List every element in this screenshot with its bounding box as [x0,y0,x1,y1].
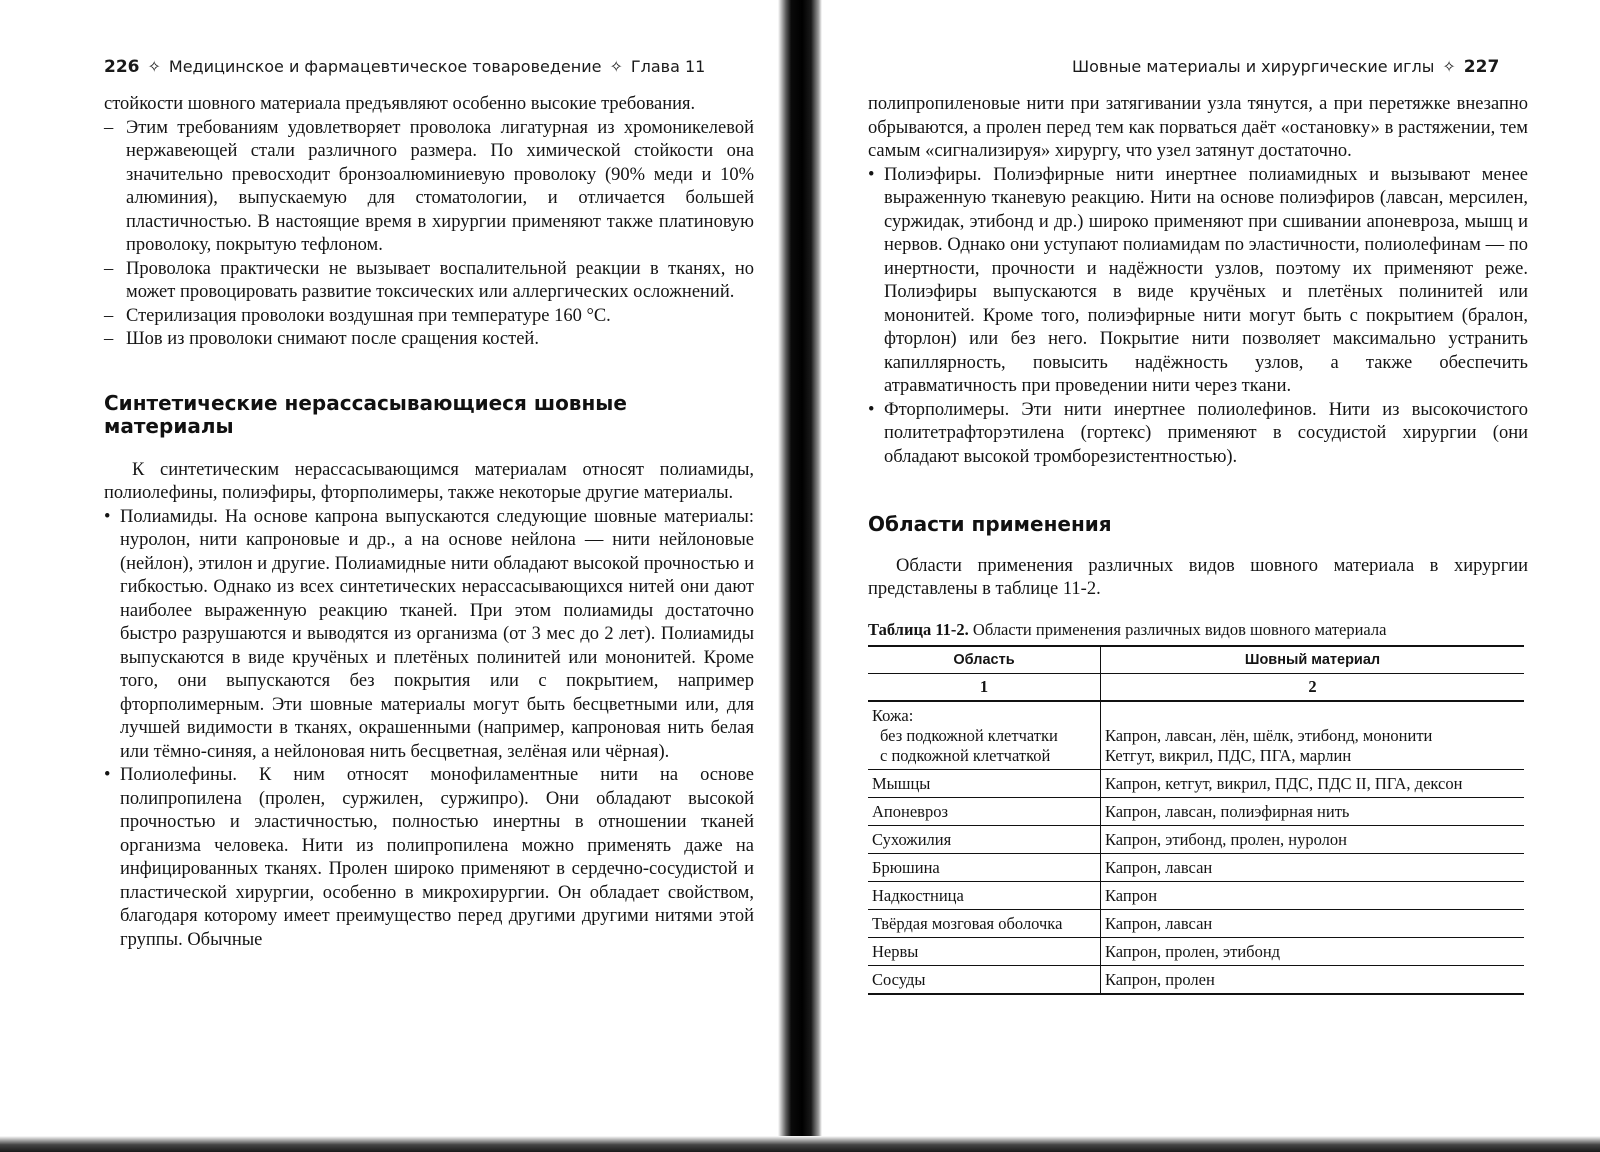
dash-icon: – [104,329,114,349]
bullet-list-item: • Полиолефины. К ним относят монофиламентные нити на основе полипропилена (пролен, суржилен, суржипро). Они обладают высокой прочностью и эластичностью, полностью инертны в отношении тканей организма человека. Нити из полипропилена можно применять даже на инфицированных тканях. Пролен широко применяют в сердечно-сосудистой и пластической хирургии, особенно в микрохирургии. Он обладает свойством, благодаря которому имеет преимущество перед другими другими нитями этой группы. Обычные [104,765,754,950]
suture-application-table [868,645,1524,995]
table-cell-area: Брюшина [868,854,1101,882]
running-header-right [1072,57,1499,77]
table-caption [868,618,1528,642]
table-row [868,910,1524,938]
table-header-material: Шовный материал [1101,646,1525,674]
table-cell-material: Капрон, пролен, этибонд [1101,938,1525,966]
table-cell-material: Капрон, лавсан [1101,910,1525,938]
chapter-label: Глава 11 [630,57,706,76]
table-caption-label: Таблица 11-2. [868,619,969,639]
dash-list-item: – Шов из проволоки снимают после сращения костей. [104,328,754,352]
table-header-area: Область [868,646,1101,674]
left-text-column [104,93,754,952]
table-row [868,826,1524,854]
table-row [868,966,1524,995]
table-cell-area: Сосуды [868,966,1101,995]
bullet-icon: • [868,399,875,420]
paragraph: стойкости шовного материала предъявляют особенно высокие требования. [104,94,696,114]
table-row [868,701,1524,770]
table-cell-area: Надкостница [868,882,1101,910]
dash-icon: – [104,305,114,326]
chapter-title: Шовные материалы и хирургические иглы [1072,57,1435,76]
table-cell-material: Капрон, этибонд, пролен, нуролон [1101,826,1525,854]
table-row [868,770,1524,798]
right-text-column [868,93,1528,995]
paragraph: полипропиленовые нити при затягивании узла тянутся, а при перетяжке внезапно обрываются, а пролен перед тем как порваться даёт «остановку» в растяжении, тем самым «сигнализируя» хирургу, что узел затянут достаточно. [868,94,1528,161]
dash-icon: – [104,258,114,279]
section-heading: Области применения [868,512,1112,536]
table-cell-area: Мышцы [868,770,1101,798]
paragraph: К синтетическим нерассасывающимся материалам относят полиамиды, полиолефины, полиэфиры, фторполимеры, также некоторые другие материалы. [104,459,754,503]
page-number: 226 [104,57,140,77]
paragraph: Области применения различных видов шовного материала в хирургии представлены в таблице 11-2. [868,555,1528,599]
table-row [868,798,1524,826]
table-cell-material: Капрон [1101,882,1525,910]
section-heading: Синтетические нерассасывающиеся шовные материалы [104,390,627,438]
table-caption-text: Области применения различных видов шовного материала [972,619,1387,639]
table-cell-area: Нервы [868,938,1101,966]
table-cell-material: Капрон, лавсан, лён, шёлк, этибонд, мононити Кетгут, викрил, ПДС, ПГА, марлин [1101,701,1525,770]
diamond-icon: ✧ [609,57,623,76]
table-cell-material: Капрон, лавсан [1101,854,1525,882]
bullet-list-item: • Фторполимеры. Эти нити инертнее полиолефинов. Нити из высокочистого политетрафторэтилена (гортекс) применяют в сосудистой хирургии (они обладают высокой тромборезистентностью). [868,399,1528,467]
dash-list-item: – Проволока практически не вызывает воспалительной реакции в тканях, но может провоцировать развитие токсических или аллергических осложнений. [104,258,754,302]
table-cell-material: Капрон, кетгут, викрил, ПДС, ПДС II, ПГА, дексон [1101,770,1525,798]
table-cell-area: Апоневроз [868,798,1101,826]
running-header-left [104,57,705,77]
table-cell-area: Твёрдая мозговая оболочка [868,910,1101,938]
page-number: 227 [1463,57,1500,77]
table-row [868,854,1524,882]
table-row [868,938,1524,966]
dash-list-item: – Стерилизация проволоки воздушная при температуре 160 °С. [104,305,754,329]
table-cell-material: Капрон, пролен [1101,966,1525,995]
bullet-list-item: • Полиэфиры. Полиэфирные нити инертнее полиамидных и вызывают менее выраженную тканевую реакцию. Нити на основе полиэфиров (лавсан, мерсилен, суржидак, этибонд и др.) широко применяют при сшивании апоневроза, мышц и нервов. Однако они уступают полиамидам по эластичности, полиолефинам — по инертности, прочности и надёжности узлов, поэтому их применяют реже. Полиэфиры выпускаются в виде кручёных и плетёных полинитей или мононитей. Кроме того, полиэфирные нити могут быть с покрытием (бралон, фторлон) или без него. Покрытие нити позволяет максимально устранить капиллярность, повысить надёжность узлов, а также обеспечить атравматичность при проведении нити через ткани. [868,164,1528,396]
bullet-icon: • [104,765,111,785]
bullet-list-item: • Полиамиды. На основе капрона выпускаются следующие шовные материалы: нуролон, нити капроновые и др., а на основе нейлона — нити нейлоновые (нейлон), этилон и другие. Полиамидные нити обладают высокой прочностью и гибкостью. Однако из всех синтетических нерассасывающихся нитей они дают наиболее выраженную реакцию тканей. При этом полиамиды достаточно быстро разрушаются и выводятся из организма (от 3 мес до 2 лет). Полиамиды выпускаются в виде кручёных и плетёных полинитей или мононитей. Кроме того, они выпускаются без покрытия или с покрытием, например фторполимерным. Эти шовные материалы могут быть бесцветными или, для лучшей видимости в тканях, окрашенными (например, капроновая нить белая или тёмно-синяя, а нейлоновая нить бесцветная, зелёная или чёрная). [104,506,754,762]
book-gutter [778,0,822,1152]
table-cell-material: Капрон, лавсан, полиэфирная нить [1101,798,1525,826]
dash-icon: – [104,117,114,138]
page-bottom-edge [0,1136,1600,1152]
diamond-icon: ✧ [147,57,161,76]
book-title: Медицинское и фармацевтическое товароведение [168,57,602,76]
table-row [868,882,1524,910]
table-cell-area: Кожа: без подкожной клетчатки с подкожной клетчаткой [868,701,1101,770]
dash-list-item: – Этим требованиям удовлетворяет проволока лигатурная из хромоникелевой нержавеющей стали различного размера. По химической стойкости она значительно превосходит бронзоалюминиевую проволоку (90% меди и 10% алюминия), выпускаемую для стоматологии, и отличается большей пластичностью. В настоящие время в хирургии применяют также платиновую проволоку, покрытую тефлоном. [104,117,754,255]
diamond-icon: ✧ [1442,57,1456,76]
bullet-icon: • [104,506,111,527]
table-cell-area: Сухожилия [868,826,1101,854]
bullet-icon: • [868,164,875,185]
table-number-row: 1 2 [868,674,1524,702]
